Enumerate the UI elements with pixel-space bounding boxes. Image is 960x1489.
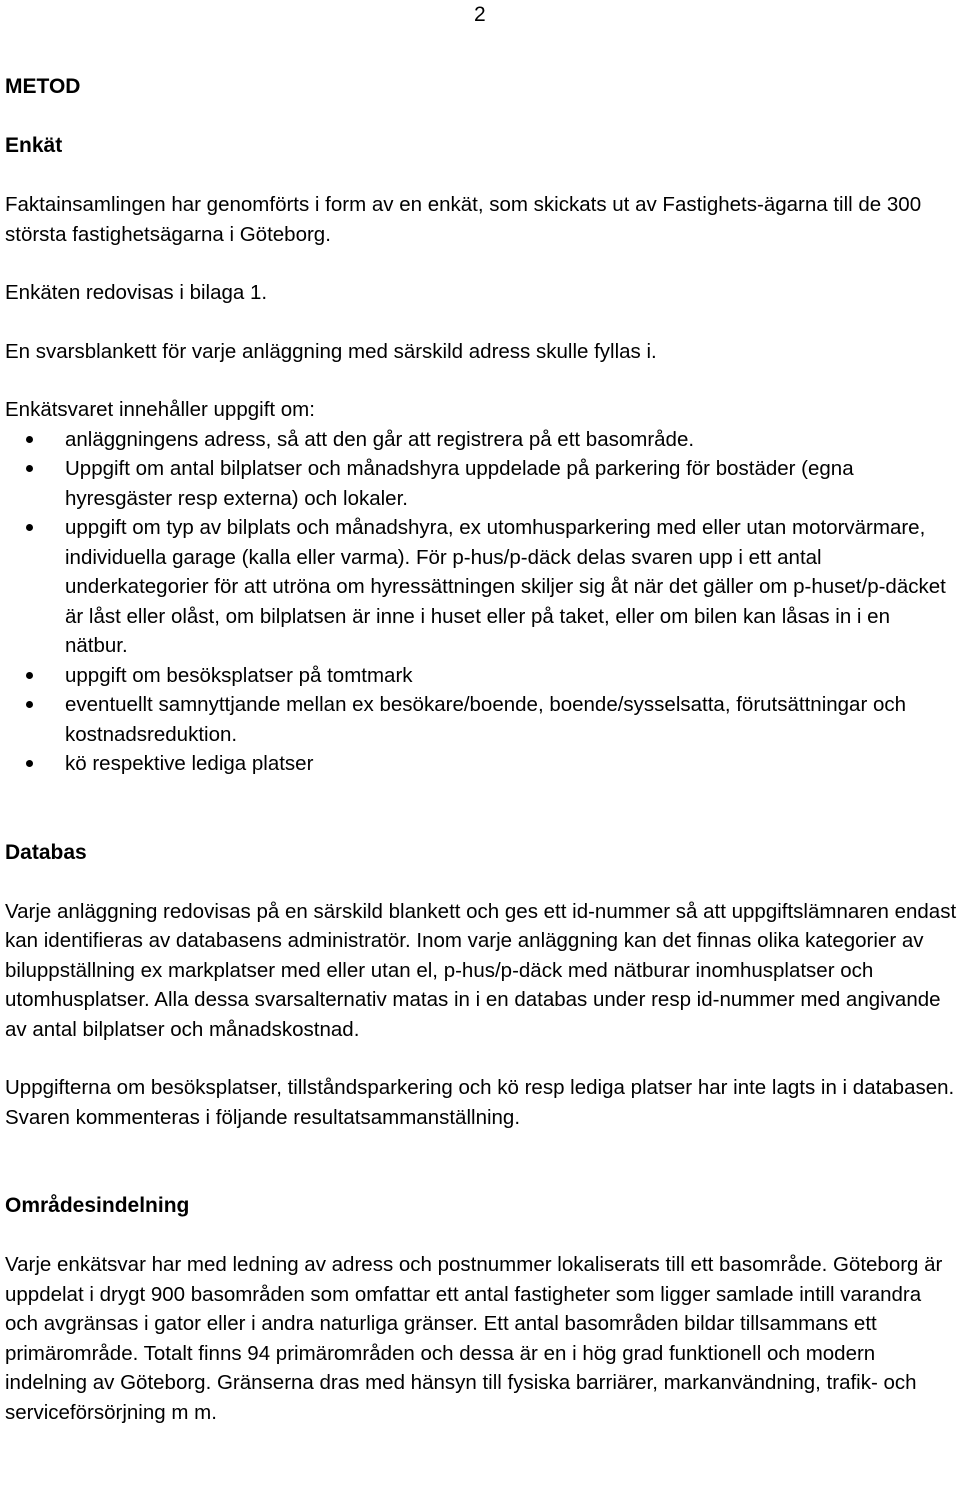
list-item-text: eventuellt samnyttjande mellan ex besökare/boende, boende/sysselsatta, förutsättningar och kostnadsreduktion.: [65, 693, 907, 746]
list-item-text: kö respektive lediga platser: [65, 752, 314, 775]
list-item: [5, 425, 957, 455]
bullet-icon: [26, 672, 33, 679]
page-number: 2: [474, 3, 486, 26]
heading-metod: METOD: [5, 75, 81, 98]
heading-enkat: Enkät: [5, 134, 63, 157]
heading-databas: Databas: [5, 840, 87, 864]
list-item: [5, 690, 957, 749]
list-item: [5, 661, 957, 691]
bullet-icon: [26, 524, 33, 531]
list-item: [5, 749, 957, 779]
list-item-text: anläggningens adress, så att den går att registrera på ett basområde.: [65, 427, 695, 451]
paragraph-databas-1: Varje anläggning redovisas på en särskild blankett och ges ett id-nummer så att uppgiftslämnaren endast kan identifieras av databasens administratör. Inom varje anläggning kan det finnas olika kategorier av biluppställning ex markplatser med eller utan el, p-hus/p-däck med nätburar inomhusplatser och utomhusplatser. Alla dessa svarsalternativ matas in i en databas under resp id-nummer med angivande av antal bilplatser och månadskostnad.: [5, 899, 957, 1041]
paragraph-enkatsvaret: Enkätsvaret innehåller uppgift om:: [5, 398, 315, 421]
bullet-icon: [26, 465, 33, 472]
bullet-list: [5, 425, 957, 779]
bullet-icon: [26, 701, 33, 708]
list-item-text: Uppgift om antal bilplatser och månadshyra uppdelade på parkering för bostäder (egna hyresgäster resp externa) och lokaler.: [65, 457, 854, 510]
list-item-text: uppgift om typ av bilplats och månadshyra, ex utomhusparkering med eller utan motorvärmare, individuella garage (kalla eller varma). För p-hus/p-däck delas svaren upp i ett antal underkategorier för att utröna om hyressättningen skiljer sig åt när det gäller om p-huset/p-däcket är låst eller olåst, om bilplatsen är inne i huset eller på taket, eller om bilen kan låsas in i en nätbur.: [65, 516, 946, 657]
list-item: [5, 454, 957, 513]
bullet-icon: [26, 436, 33, 443]
paragraph-svarsblankett: En svarsblankett för varje anläggning med särskild adress skulle fyllas i.: [5, 339, 657, 363]
heading-omradesindelning: Områdesindelning: [5, 1194, 190, 1217]
paragraph-omradesindelning: Varje enkätsvar har med ledning av adress och postnummer lokaliserats till ett basområde. Göteborg är uppdelat i drygt 900 basområden som omfattar ett antal fastigheter som ligger samlade intill varandra och avgränsas i gator eller i andra naturliga gränser. Ett antal basområden bildar tillsammans ett primärområde. Totalt finns 94 primärområden och dessa är en i hög grad funktionell och modern indelning av Göteborg. Gränserna dras med hänsyn till fysiska barriärer, markanvändning, trafik- och serviceförsörjning m m.: [5, 1253, 943, 1424]
document-body: [5, 70, 957, 1427]
list-item-text: uppgift om besöksplatser på tomtmark: [65, 663, 413, 687]
paragraph-databas-2: Uppgifterna om besöksplatser, tillståndsparkering och kö resp lediga platser har inte lagts in i databasen. Svaren kommenteras i följande resultatsammanställning.: [5, 1076, 955, 1129]
list-item: [5, 513, 957, 661]
paragraph-bilaga: Enkäten redovisas i bilaga 1.: [5, 281, 268, 304]
bullet-icon: [26, 760, 33, 767]
paragraph-faktainsamling: Faktainsamlingen har genomförts i form av en enkät, som skickats ut av Fastighets-ägarna till de 300 största fastighetsägarna i Göteborg.: [5, 193, 922, 246]
